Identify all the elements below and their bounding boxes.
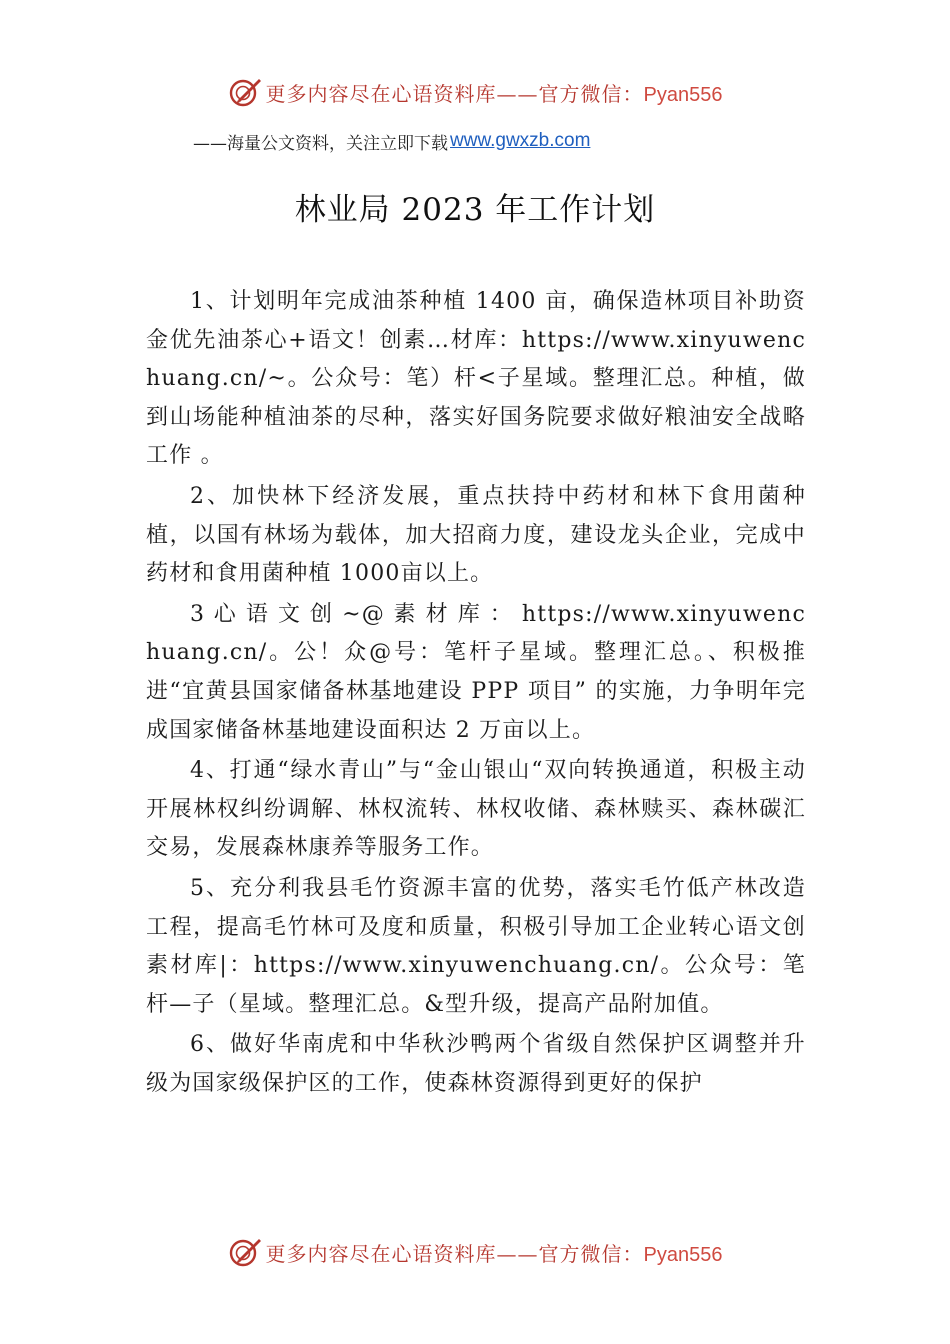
document-title: 林业局 2023 年工作计划 [294,192,656,228]
paragraph-3: 3 心 语 文 创 ~@ 素 材 库 ： https://www.xinyuwenchuang.cn/。公！众@号：笔杆子星域。整理汇总。、积极推进“宜黄县国家储备林基地建设 PPP 项目” 的实施，力争明年完成国家储备林基地建设面积达 2 万亩以上。 [146,601,806,743]
header-banner [0,72,950,112]
pen-logo-icon [228,1234,264,1270]
download-link[interactable]: www.gwxzb.com [450,130,591,151]
footer-banner-label: 官方微信： [538,1241,644,1266]
pen-logo-icon [228,74,264,110]
header-banner-dash: —— [496,81,539,106]
document-body [146,283,806,1105]
paragraph-4: 4、打通“绿水青山”与“金山银山“双向转换通道，积极主动开展林权纠纷调解、林权流转、林权收储、森林赎买、森林碳汇交易，发展森林康养等服务工作。 [146,758,806,861]
header-banner-slogan: 更多内容尽在心语资料库 [265,81,497,106]
footer-wechat-id: Pyan556 [643,1243,723,1266]
subline-text: ——海量公文资料，关注立即下载 [193,133,448,154]
paragraph-2: 2、加快林下经济发展，重点扶持中药材和林下食用菌种植，以国有林场为载体，加大招商力度，建设龙头企业，完成中药材和食用菌种植 1000亩以上。 [146,483,806,587]
footer-banner [0,1232,950,1272]
header-banner-text [266,78,723,107]
header-banner-label: 官方微信： [538,81,644,106]
download-subline [193,126,590,156]
paragraph-5: 5、充分利我县毛竹资源丰富的优势，落实毛竹低产林改造工程，提高毛竹林可及度和质量，积极引导加工企业转心语文创素材库|：https://www.xinyuwenchuang.cn/。公众号：笔杆—子（星域。整理汇总。&型升级，提高产品附加值。 [146,875,806,1017]
paragraph-1: 1、计划明年完成油茶种植 1400 亩，确保造林项目补助资金优先油茶心+语文！创素…材库：https://www.xinyuwenchuang.cn/~。公众号：笔）杆<子星域。整理汇总。种植，做到山场能种植油茶的尽种，落实好国务院要求做好粮油安全战略工作 。 [146,289,806,469]
footer-banner-text [266,1238,723,1267]
footer-banner-dash: —— [496,1241,539,1266]
paragraph-6: 6、做好华南虎和中华秋沙鸭两个省级自然保护区调整并升级为国家级保护区的工作，使森林资源得到更好的保护 [146,1032,806,1096]
footer-banner-slogan: 更多内容尽在心语资料库 [265,1241,497,1266]
header-wechat-id: Pyan556 [643,83,723,106]
